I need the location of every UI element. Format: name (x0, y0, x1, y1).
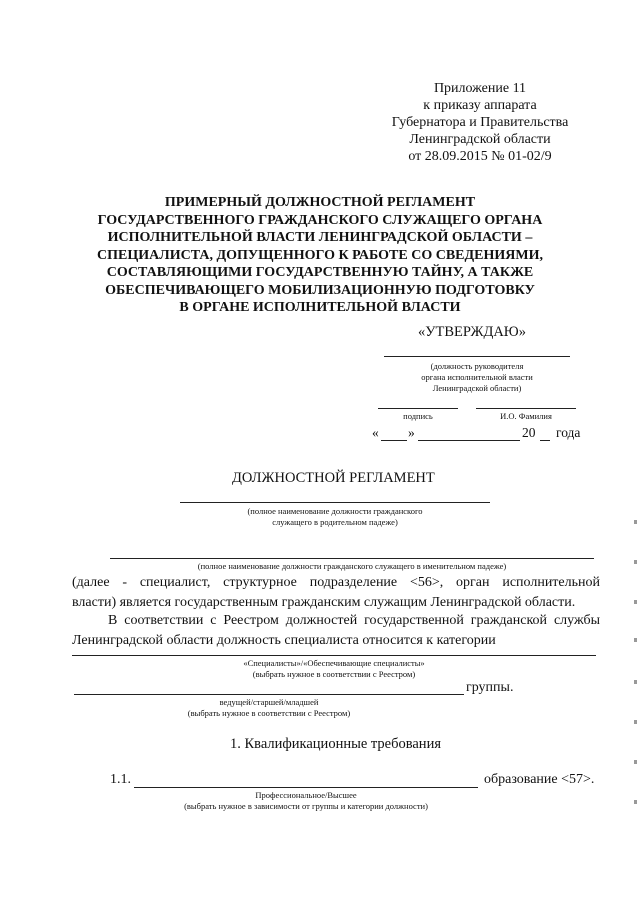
hint-line: Профессиональное/Высшее (255, 790, 357, 800)
scan-margin-marks (634, 520, 638, 820)
category-hint (72, 658, 596, 680)
nominative-name-hint: (полное наименование должности гражданского служащего в именительном падеже) (197, 561, 507, 571)
education-blank-line (134, 787, 478, 788)
category-blank-line (72, 655, 596, 656)
date-close-quote: » (408, 425, 415, 440)
date-suffix: года (556, 425, 581, 440)
hint-line: служащего в родительном падеже) (272, 517, 398, 527)
hint-line: ведущей/старшей/младшей (219, 697, 319, 707)
genitive-name-line (180, 502, 490, 503)
hint-line: (выбрать нужное в соответствии с Реестром) (252, 669, 416, 679)
paragraph-2 (72, 611, 600, 650)
appendix-block (370, 80, 590, 165)
hint-line: (выбрать нужное в зависимости от группы и категории должности) (184, 801, 428, 811)
signature-line (378, 408, 458, 409)
title-line: СПЕЦИАЛИСТА, ДОПУЩЕННОГО К РАБОТЕ СО СВЕДЕНИЯМИ, (97, 247, 543, 263)
appendix-line: от 28.09.2015 № 01-02/9 (408, 149, 552, 164)
date-year: 20 (522, 425, 536, 440)
group-hint (74, 697, 464, 719)
hint-line: органа исполнительной власти (421, 372, 533, 382)
paragraph-line: Ленинградской области должность специалиста относится к категории (72, 632, 496, 648)
paragraph-line: (далее - специалист, структурное подразделение <56>, орган исполнительной (72, 575, 600, 590)
title-line: ПРИМЕРНЫЙ ДОЛЖНОСТНОЙ РЕГЛАМЕНТ (164, 195, 476, 210)
title-line: ГОСУДАРСТВЕННОГО ГРАЖДАНСКОГО СЛУЖАЩЕГО ОРГАНА (97, 212, 543, 228)
paragraph-1 (72, 573, 600, 612)
item-suffix: образование <57>. (484, 772, 595, 787)
title-line: ОБЕСПЕЧИВАЮЩЕГО МОБИЛИЗАЦИОННУЮ ПОДГОТОВКУ (105, 282, 535, 298)
title-line: В ОРГАНЕ ИСПОЛНИТЕЛЬНОЙ ВЛАСТИ (179, 300, 461, 315)
nominative-name-line (110, 558, 594, 559)
document-title (80, 194, 560, 317)
doc-heading: ДОЛЖНОСТНОЙ РЕГЛАМЕНТ (232, 470, 435, 486)
title-line: СОСТАВЛЯЮЩИМИ ГОСУДАРСТВЕННУЮ ТАЙНУ, А ТАКЖЕ (106, 265, 534, 280)
position-blank-line (384, 356, 570, 357)
title-line: ИСПОЛНИТЕЛЬНОЙ ВЛАСТИ ЛЕНИНГРАДСКОЙ ОБЛАСТИ – (107, 230, 533, 245)
date-open-quote: « (372, 425, 379, 440)
genitive-name-hint (180, 506, 490, 528)
appendix-line: Губернатора и Правительства (391, 115, 569, 130)
year-blank-line (540, 440, 550, 441)
paragraph-line: В соответствии с Реестром должностей государственной гражданской службы (108, 613, 600, 628)
signature-hint: подпись (403, 411, 433, 421)
appendix-line: Ленинградской области (409, 132, 551, 147)
appendix-line: к приказу аппарата (423, 98, 537, 113)
group-blank-line (74, 694, 464, 695)
paragraph-line: власти) является государственным гражданским служащим Ленинградской области. (72, 594, 576, 610)
group-word: группы. (466, 680, 514, 695)
hint-line: Ленинградской области) (432, 383, 522, 393)
hint-line: (выбрать нужное в соответствии с Реестром) (187, 708, 351, 718)
hint-line: (должность руководителя (430, 361, 524, 371)
month-blank-line (418, 440, 520, 441)
hint-line: (полное наименование должности гражданского (247, 506, 423, 516)
approve-label: «УТВЕРЖДАЮ» (418, 324, 526, 340)
section-1-heading: 1. Квалификационные требования (230, 736, 442, 752)
position-hint (384, 361, 570, 394)
item-number: 1.1. (110, 772, 131, 787)
day-blank-line (381, 440, 407, 441)
name-line (476, 408, 576, 409)
hint-line: «Специалисты»/«Обеспечивающие специалисты» (243, 658, 425, 668)
appendix-line: Приложение 11 (433, 81, 527, 96)
education-hint (134, 790, 478, 812)
name-hint: И.О. Фамилия (500, 411, 552, 421)
